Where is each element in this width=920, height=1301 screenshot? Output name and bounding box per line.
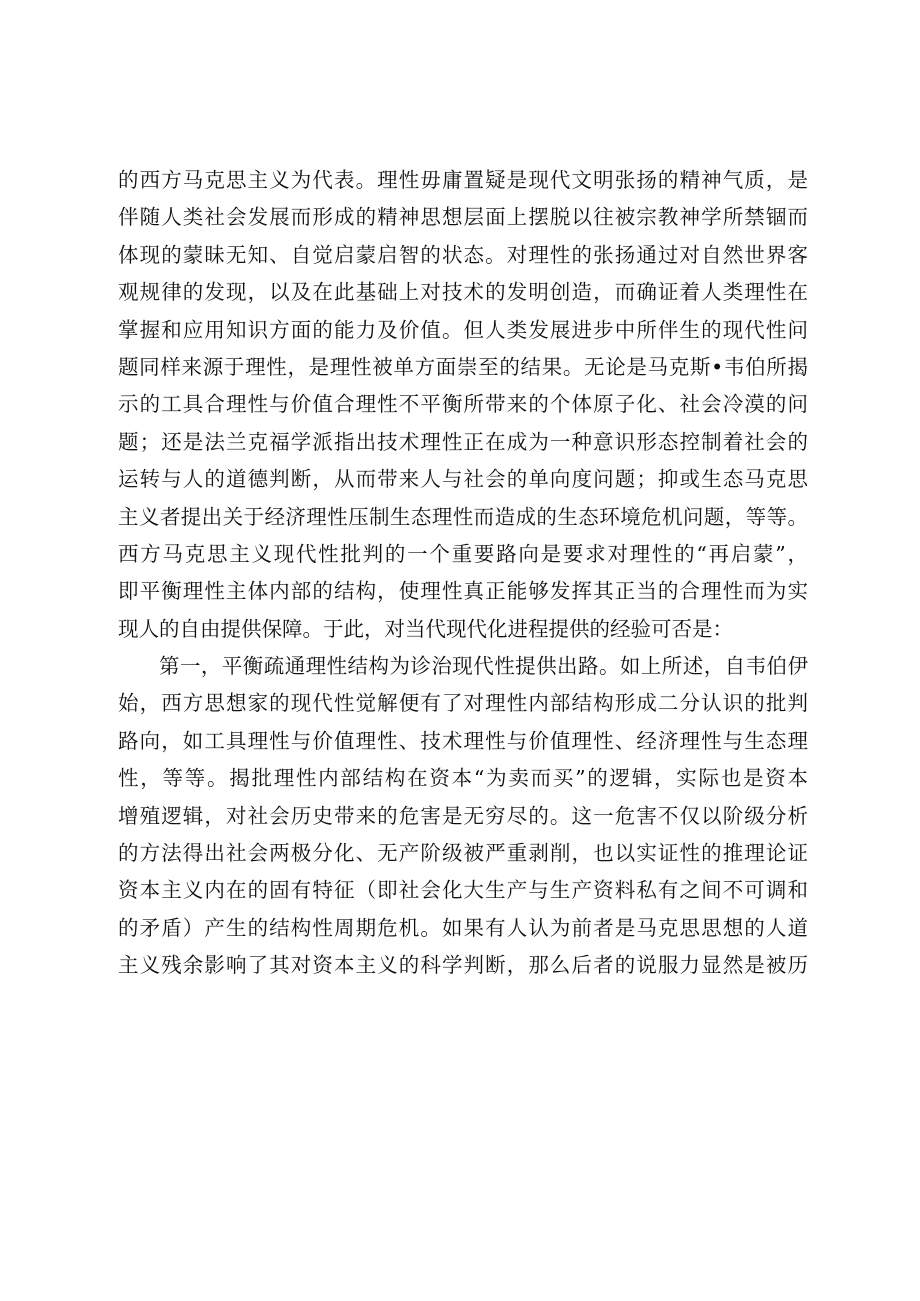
paragraph-1-line: 题；还是法兰克福学派指出技术理性正在成为一种意识形态控制着社会的 bbox=[118, 429, 808, 454]
paragraph-1-line: 即平衡理性主体内部的结构，使理性真正能够发挥其正当的合理性而为实 bbox=[118, 579, 808, 604]
paragraph-1-line: 示的工具合理性与价值合理性不平衡所带来的个体原子化、社会冷漠的问 bbox=[118, 392, 808, 417]
paragraph-2-line: 主义残余影响了其对资本主义的科学判断，那么后者的说服力显然是被历 bbox=[118, 953, 808, 978]
paragraph-1 bbox=[118, 162, 808, 648]
paragraph-2-line: 的矛盾）产生的结构性周期危机。如果有人认为前者是马克思思想的人道 bbox=[118, 915, 808, 940]
paragraph-1-line: 题同样来源于理性，是理性被单方面崇至的结果。无论是马克斯•韦伯所揭 bbox=[118, 354, 808, 379]
document-body bbox=[118, 162, 808, 985]
paragraph-2-line: 资本主义内在的固有特征（即社会化大生产与生产资料私有之间不可调和 bbox=[118, 878, 808, 903]
paragraph-2-line: 路向，如工具理性与价值理性、技术理性与价值理性、经济理性与生态理 bbox=[118, 728, 808, 753]
paragraph-1-line: 伴随人类社会发展而形成的精神思想层面上摆脱以往被宗教神学所禁锢而 bbox=[118, 205, 808, 230]
paragraph-2-line: 第一，平衡疏通理性结构为诊治现代性提供出路。如上所述，自韦伯伊 bbox=[159, 654, 808, 679]
paragraph-2-line: 增殖逻辑，对社会历史带来的危害是无穷尽的。这一危害不仅以阶级分析 bbox=[118, 803, 808, 828]
paragraph-2-line: 始，西方思想家的现代性觉解便有了对理性内部结构形成二分认识的批判 bbox=[118, 691, 808, 716]
paragraph-1-line: 体现的蒙昧无知、自觉启蒙启智的状态。对理性的张扬通过对自然世界客 bbox=[118, 242, 808, 267]
paragraph-1-line: 运转与人的道德判断，从而带来人与社会的单向度问题；抑或生态马克思 bbox=[118, 467, 808, 492]
paragraph-1-line: 现人的自由提供保障。于此，对当代现代化进程提供的经验可否是： bbox=[118, 616, 733, 641]
paragraph-2-line: 性，等等。揭批理性内部结构在资本“为卖而买”的逻辑，实际也是资本 bbox=[118, 766, 808, 791]
paragraph-1-line: 西方马克思主义现代性批判的一个重要路向是要求对理性的“再启蒙”， bbox=[118, 541, 808, 566]
paragraph-1-line: 掌握和应用知识方面的能力及价值。但人类发展进步中所伴生的现代性问 bbox=[118, 317, 808, 342]
paragraph-1-line: 观规律的发现，以及在此基础上对技术的发明创造，而确证着人类理性在 bbox=[118, 280, 808, 305]
paragraph-2-line: 的方法得出社会两极分化、无产阶级被严重剥削，也以实证性的推理论证 bbox=[118, 841, 808, 866]
paragraph-1-line: 的西方马克思主义为代表。理性毋庸置疑是现代文明张扬的精神气质，是 bbox=[118, 168, 808, 192]
paragraph-1-line: 主义者提出关于经济理性压制生态理性而造成的生态环境危机问题，等等。 bbox=[118, 504, 808, 529]
paragraph-2 bbox=[118, 648, 808, 985]
